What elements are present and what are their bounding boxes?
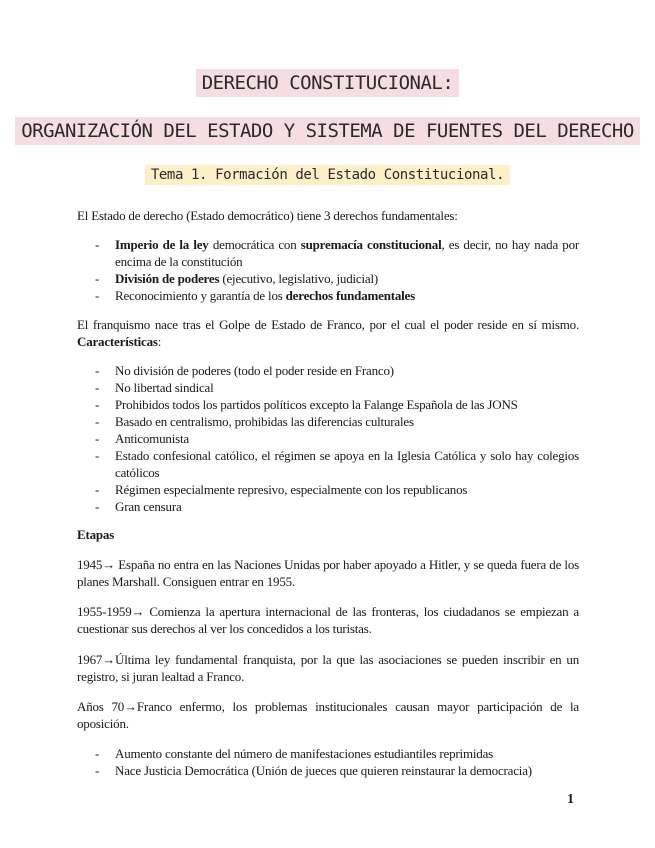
stages-heading xyxy=(77,526,579,543)
list-item: - Anticomunista xyxy=(77,430,579,447)
subtitle xyxy=(0,120,655,142)
characteristics-block xyxy=(77,362,579,515)
list-item: - Régimen especialmente represivo, especialmente con los republicanos xyxy=(77,481,579,498)
list-item: - Aumento constante del número de manifestaciones estudiantiles reprimidas xyxy=(77,745,579,762)
list-item: - No división de poderes (todo el poder reside en Franco) xyxy=(77,362,579,379)
stage-paragraph xyxy=(77,603,579,637)
main-title-text: DERECHO CONSTITUCIONAL: xyxy=(196,69,460,97)
subtitle-text: ORGANIZACIÓN DEL ESTADO Y SISTEMA DE FUENTES DEL DERECHO xyxy=(15,117,640,145)
page-number: 1 xyxy=(567,792,574,807)
characteristics-label: Características xyxy=(77,334,158,349)
item-text: (ejecutivo, legislativo, judicial) xyxy=(219,271,379,286)
list-item xyxy=(77,270,579,287)
list-item: - Prohibidos todos los partidos políticos excepto la Falange Española de las JONS xyxy=(77,396,579,413)
bold-text: supremacía constitucional xyxy=(300,237,442,252)
stage-paragraph xyxy=(77,556,579,590)
rights-list xyxy=(77,236,579,304)
topic-title-text: Tema 1. Formación del Estado Constitucional. xyxy=(145,165,510,185)
list-item: - No libertad sindical xyxy=(77,379,579,396)
seventies-list xyxy=(77,745,579,779)
list-item: - Gran censura xyxy=(77,498,579,515)
stage-text: Años 70→Franco enfermo, los problemas institucionales causan mayor participación de la oposición. xyxy=(77,699,579,731)
franquismo-paragraph xyxy=(77,316,579,350)
characteristics-list xyxy=(77,362,579,515)
topic-title xyxy=(0,167,655,183)
intro-text: El Estado de derecho (Estado democrático) tiene 3 derechos fundamentales: xyxy=(77,208,458,223)
list-item: - Nace Justicia Democrática (Unión de jueces que quieren reinstaurar la democracia) xyxy=(77,762,579,779)
item-text: democrática con xyxy=(208,237,301,252)
rights-list-block xyxy=(77,236,579,304)
bold-text: derechos fundamentales xyxy=(285,288,415,303)
franquismo-text: El franquismo nace tras el Golpe de Estado de Franco, por el cual el poder reside en sí mismo. xyxy=(77,317,579,332)
stage-text: 1945→ España no entra en las Naciones Unidas por haber apoyado a Hitler, y se queda fuera de los planes Marshall. Consiguen entrar en 1955. xyxy=(77,557,579,589)
stage-text: 1955-1959→ Comienza la apertura internacional de las fronteras, los ciudadanos se empiezan a cuestionar sus derechos al ver los concedidos a los turistas. xyxy=(77,604,579,636)
item-text: , es decir, no hay nada por encima de la constitución xyxy=(115,237,579,269)
intro-paragraph xyxy=(77,207,579,224)
bold-text: Imperio de la ley xyxy=(115,237,209,252)
colon: : xyxy=(157,334,162,349)
seventies-list-block xyxy=(77,745,579,779)
list-item: - Estado confesional católico, el régimen se apoya en la Iglesia Católica y solo hay colegios católicos xyxy=(77,447,579,481)
stages-heading-text: Etapas xyxy=(77,527,115,542)
stage-text: 1967→Última ley fundamental franquista, por la que las asociaciones se pueden inscribir en un registro, si juran lealtad a Franco. xyxy=(77,652,579,684)
list-item xyxy=(77,236,579,270)
main-title xyxy=(0,72,655,94)
list-item xyxy=(77,287,579,304)
stage-paragraph xyxy=(77,651,579,685)
list-item: - Basado en centralismo, prohibidas las diferencias culturales xyxy=(77,413,579,430)
bold-text: División de poderes xyxy=(115,271,220,286)
stage-paragraph xyxy=(77,698,579,732)
item-text: Reconocimiento y garantía de los xyxy=(115,288,286,303)
